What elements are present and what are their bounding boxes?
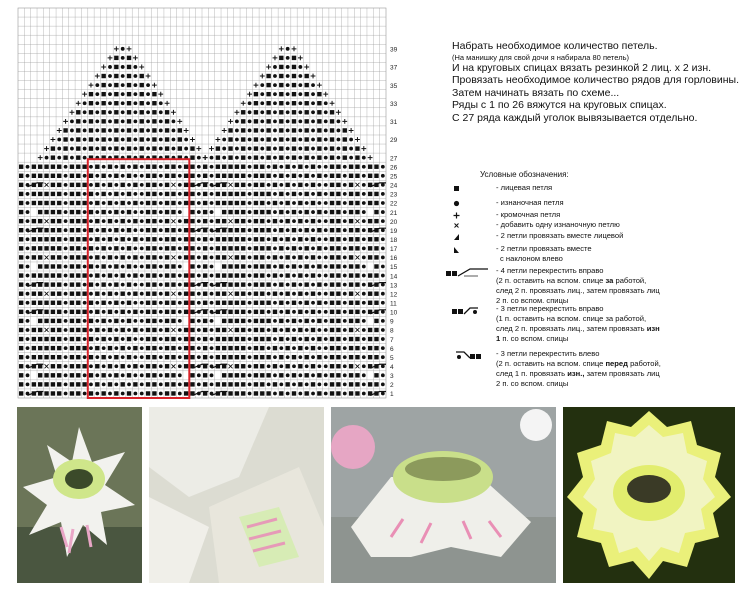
cable-3-right-icon bbox=[444, 304, 488, 316]
row-number: 19 bbox=[390, 227, 398, 235]
photo-white-bib-green-collar bbox=[17, 407, 142, 583]
instruction-line: Ряды с 1 по 26 вяжутся на круговых спицах. bbox=[452, 99, 667, 111]
row-number: 9 bbox=[390, 318, 394, 326]
left-slant-triangle-icon bbox=[444, 244, 488, 256]
instruction-line: Набрать необходимое количество петель. bbox=[452, 40, 658, 52]
row-number: 12 bbox=[390, 291, 398, 299]
filled-square-icon bbox=[444, 183, 488, 195]
photo-strip bbox=[0, 407, 750, 590]
row-number: 13 bbox=[390, 282, 398, 290]
dark-photo-illustration bbox=[563, 407, 735, 583]
row-number: 7 bbox=[390, 336, 394, 344]
cable-3-left-icon bbox=[444, 349, 488, 361]
row-number: 15 bbox=[390, 264, 398, 272]
row-number: 6 bbox=[390, 345, 394, 353]
row-number: 14 bbox=[390, 273, 398, 281]
row-number: 1 bbox=[390, 391, 394, 399]
row-number: 2 bbox=[390, 382, 394, 390]
row-number: 18 bbox=[390, 237, 398, 244]
row-number: 20 bbox=[390, 218, 398, 226]
row-number: 10 bbox=[390, 309, 398, 317]
chart-grid bbox=[0, 0, 420, 405]
row-number: 17 bbox=[390, 246, 398, 254]
bib-photo-illustration bbox=[17, 407, 142, 583]
row-number: 37 bbox=[390, 64, 398, 72]
row-number: 16 bbox=[390, 255, 398, 263]
filled-circle-icon bbox=[444, 198, 488, 210]
instruction-line: Провязать необходимое количество рядов для горловины. bbox=[452, 74, 740, 86]
row-number: 8 bbox=[390, 327, 394, 335]
instruction-note: (На манишку для свой дочи я набирала 80 петель) bbox=[452, 52, 629, 62]
right-slant-triangle-icon bbox=[444, 231, 488, 243]
instruction-line: Затем начинать вязать по схеме... bbox=[452, 86, 620, 99]
legend-title: Условные обозначения: bbox=[480, 170, 569, 179]
row-number: 3 bbox=[390, 373, 394, 381]
yarn-photo-illustration bbox=[331, 407, 556, 583]
row-number: 11 bbox=[390, 300, 397, 308]
instruction-line: С 27 ряда каждый уголок вывязывается отдельно. bbox=[452, 111, 698, 124]
row-number: 26 bbox=[390, 164, 398, 172]
instruction-line: И на круговых спицах вязать резинкой 2 лиц. х 2 изн. bbox=[452, 61, 712, 74]
row-number: 24 bbox=[390, 182, 398, 190]
row-number: 27 bbox=[390, 155, 398, 163]
row-number: 21 bbox=[390, 209, 398, 217]
row-number: 5 bbox=[390, 354, 394, 362]
instructions-text bbox=[452, 40, 744, 124]
row-number: 33 bbox=[390, 100, 398, 108]
row-number: 22 bbox=[390, 200, 398, 208]
closeup-photo-illustration bbox=[149, 407, 324, 583]
row-number: 35 bbox=[390, 82, 398, 90]
row-number: 23 bbox=[390, 191, 398, 199]
row-number: 39 bbox=[390, 46, 398, 54]
row-number: 4 bbox=[390, 363, 394, 371]
row-number: 25 bbox=[390, 173, 398, 181]
photo-closeup-corners bbox=[149, 407, 324, 583]
photo-bib-with-yarn-ball bbox=[331, 407, 556, 583]
row-number: 31 bbox=[390, 119, 398, 127]
photo-bib-dark-background bbox=[563, 407, 735, 583]
cable-4-right-icon bbox=[444, 266, 488, 278]
row-number: 29 bbox=[390, 137, 398, 145]
